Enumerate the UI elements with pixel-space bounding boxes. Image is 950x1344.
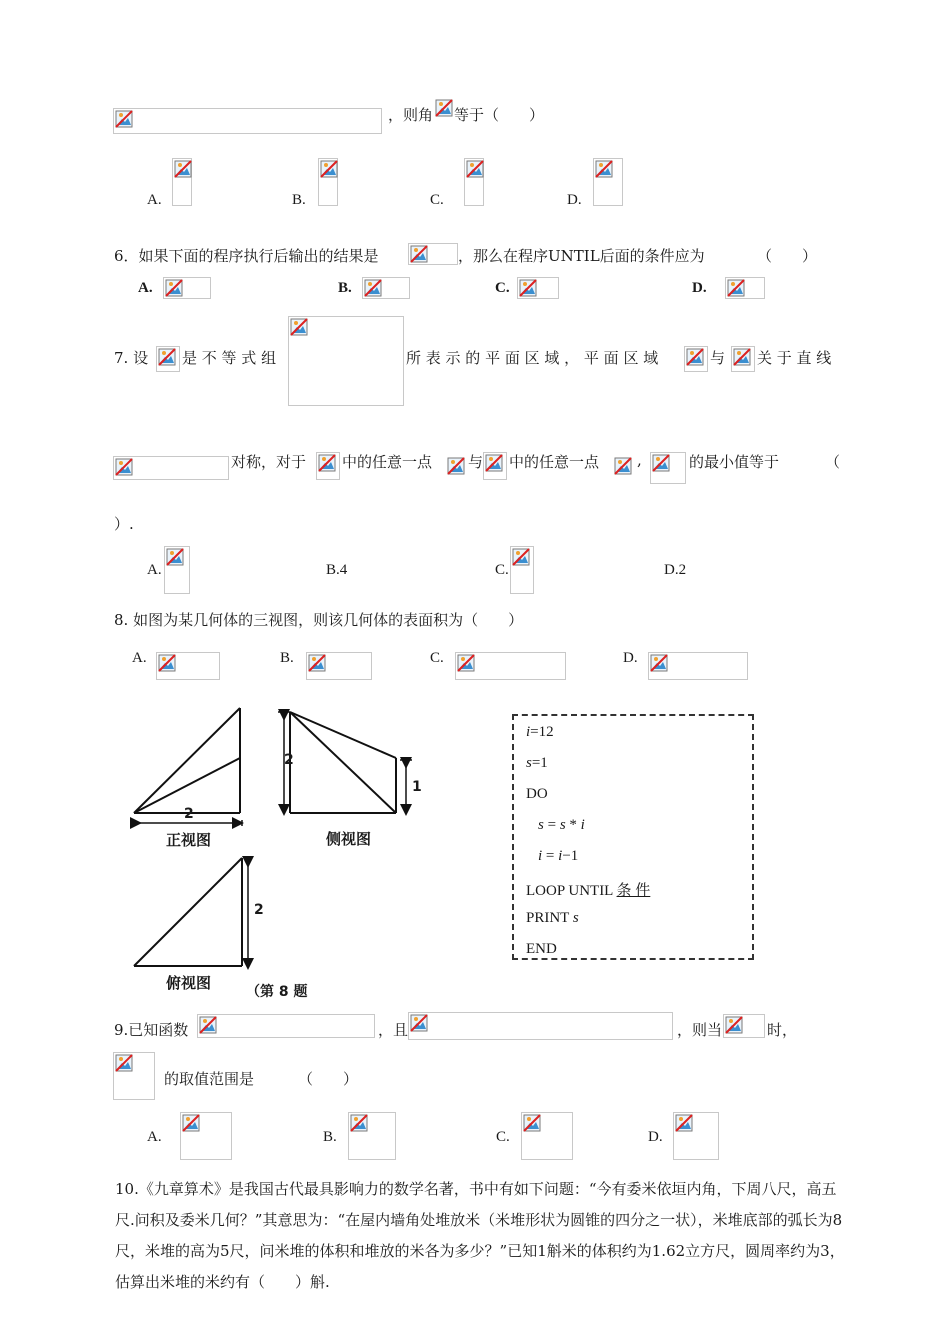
- formula-image-placeholder: [318, 158, 338, 206]
- code-text: =12: [530, 724, 554, 740]
- code-text: PRINT: [526, 910, 573, 926]
- broken-image-icon: [466, 160, 484, 178]
- top-view-label: 俯视图: [166, 974, 212, 992]
- q8-option-d-label: D.: [623, 650, 638, 666]
- q7-text-and-2: 与: [468, 453, 484, 471]
- q9-text-known-function: 9.已知函数: [114, 1021, 189, 1039]
- broken-image-icon: [733, 348, 751, 366]
- formula-image-placeholder: [156, 652, 220, 680]
- q6-option-b-label: B.: [338, 280, 352, 296]
- broken-image-icon: [350, 1114, 368, 1132]
- formula-image-placeholder: [650, 452, 686, 484]
- formula-image-placeholder: [464, 158, 484, 206]
- q7-text-inequality-system: 是 不 等 式 组: [182, 349, 277, 367]
- side-height-label: 2: [284, 752, 294, 768]
- broken-image-icon: [650, 654, 668, 672]
- q7-option-b: B.4: [326, 562, 348, 578]
- formula-image-placeholder: [731, 346, 755, 372]
- formula-image-placeholder: [510, 546, 534, 594]
- code-line-6: [526, 879, 650, 900]
- q7-option-a-label: A.: [147, 562, 162, 578]
- code-line-7: [526, 910, 579, 927]
- formula-image-placeholder: [483, 452, 507, 480]
- code-text: =: [542, 848, 559, 864]
- formula-image-placeholder: [156, 346, 180, 372]
- front-view-label: 正视图: [166, 831, 212, 849]
- broken-image-icon: [727, 279, 745, 297]
- code-var: i: [580, 817, 585, 833]
- formula-image-placeholder: [517, 277, 559, 299]
- broken-image-icon: [523, 1114, 541, 1132]
- code-var: s: [559, 817, 566, 833]
- formula-image-placeholder: [648, 652, 748, 680]
- q7-text-about-line: 关 于 直 线: [757, 349, 832, 367]
- q6-option-c-label: C.: [495, 280, 510, 296]
- q6-stem-part2: ，那么在程序UNTIL后面的条件应为: [458, 247, 705, 265]
- q9-option-b-label: B.: [323, 1129, 337, 1145]
- q7-text-region: 所 表 示 的 平 面 区 域 ， 平 面 区 域: [406, 349, 659, 367]
- q10-paragraph: 10.《九章算术》是我国古代最具影响力的数学名著，书中有如下问题：“今有委米依垣内角，下周八尺，高五尺.问积及委米几何？”其意思为：“在屋内墙角处堆放米（米堆形状为圆锥的四分之一状），米堆底部的弧长为8尺，米堆的高为5尺，问米堆的体积和堆放的米各为多少？”已知1斛米的体积约为1.62立方尺，圆周率约为3，估算出米堆的米约有（ ）斛.: [115, 1180, 845, 1291]
- q7-text-any-point-2: 中的任意一点: [509, 453, 600, 471]
- front-view-drawing: [134, 708, 240, 813]
- formula-image-placeholder: [164, 546, 190, 594]
- code-line-5: [538, 848, 578, 865]
- q9-text-and: ，且: [378, 1021, 409, 1039]
- formula-image-placeholder: [197, 1014, 375, 1038]
- formula-image-placeholder: [725, 277, 765, 299]
- broken-image-icon: [115, 1054, 133, 1072]
- q7-text-min-value: 的最小值等于: [689, 453, 780, 471]
- code-var: s: [572, 910, 579, 926]
- front-width-label: 2: [184, 806, 194, 822]
- broken-image-icon: [686, 348, 704, 366]
- formula-image-placeholder: [684, 346, 708, 372]
- broken-image-icon: [115, 458, 133, 476]
- broken-image-icon: [290, 318, 308, 336]
- broken-image-icon: [364, 279, 382, 297]
- code-text: =: [543, 817, 560, 833]
- broken-image-icon: [158, 654, 176, 672]
- q6-stem-part1: 6．如果下面的程序执行后输出的结果是: [114, 247, 379, 265]
- q7-option-c-label: C.: [495, 562, 509, 578]
- three-view-figure: [110, 700, 440, 1000]
- program-code-box: [512, 714, 754, 960]
- side-short-label: 1: [412, 779, 422, 795]
- formula-image-placeholder: [180, 1112, 232, 1160]
- q9-text-range: 的取值范围是: [164, 1070, 255, 1088]
- code-line-8: END: [526, 941, 557, 957]
- formula-image-placeholder: [613, 456, 635, 478]
- broken-image-icon: [174, 160, 192, 178]
- code-var: i: [526, 724, 531, 740]
- broken-image-icon: [652, 454, 670, 472]
- formula-image-placeholder: [455, 652, 566, 680]
- broken-image-icon: [318, 454, 336, 472]
- q5-text-then-angle: ，则角: [388, 106, 434, 124]
- q7-text-comma: ,: [637, 451, 642, 469]
- q5-option-c-label: C.: [430, 192, 444, 208]
- formula-image-placeholder: [446, 456, 468, 478]
- code-text: =1: [531, 755, 548, 771]
- q7-text-and: 与: [710, 349, 726, 367]
- formula-image-placeholder: [723, 1014, 765, 1038]
- top-height-label: 2: [254, 902, 264, 918]
- code-line-4: [538, 817, 585, 834]
- broken-image-icon: [519, 279, 537, 297]
- code-text: LOOP UNTIL: [526, 883, 617, 899]
- broken-image-icon: [485, 454, 503, 472]
- broken-image-icon: [182, 1114, 200, 1132]
- broken-image-icon: [166, 548, 184, 566]
- formula-image-placeholder: [348, 1112, 396, 1160]
- formula-image-placeholder: [113, 1052, 155, 1100]
- figure-caption: （第 8 题: [246, 984, 308, 1000]
- formula-image-placeholder: [316, 452, 340, 480]
- formula-image-placeholder: [113, 108, 382, 134]
- q5-option-d-label: D.: [567, 192, 582, 208]
- broken-image-icon: [447, 457, 465, 475]
- broken-image-icon: [614, 457, 632, 475]
- formula-image-placeholder: [408, 243, 458, 265]
- q7-option-d: D.2: [664, 562, 687, 578]
- code-var: i: [558, 848, 563, 864]
- q7-close-paren: ）.: [114, 515, 134, 533]
- code-line-2: [526, 755, 548, 772]
- code-var: s: [538, 817, 544, 833]
- q9-option-d-label: D.: [648, 1129, 663, 1145]
- q9-text-time: 时，: [767, 1021, 798, 1039]
- q6-option-d-label: D.: [692, 280, 707, 296]
- broken-image-icon: [320, 160, 338, 178]
- broken-image-icon: [457, 654, 475, 672]
- formula-image-placeholder: [673, 1112, 719, 1160]
- formula-image-placeholder: [288, 316, 404, 406]
- code-text: −1: [562, 848, 579, 864]
- formula-image-placeholder: [306, 652, 372, 680]
- side-view-label: 侧视图: [326, 830, 372, 848]
- q8-option-a-label: A.: [132, 650, 147, 666]
- top-view-drawing: [134, 858, 242, 966]
- q8-stem: 8. 如图为某几何体的三视图，则该几何体的表面积为（ ）: [114, 611, 524, 629]
- broken-image-icon: [410, 1014, 428, 1032]
- q6-option-a-label: A.: [138, 280, 153, 296]
- side-short-dimension: [400, 760, 412, 810]
- q5-text-equals: 等于（ ）: [454, 106, 545, 124]
- broken-image-icon: [199, 1016, 217, 1034]
- code-line-3: DO: [526, 786, 548, 802]
- broken-image-icon: [435, 99, 453, 117]
- formula-image-placeholder: [434, 98, 454, 118]
- formula-image-placeholder: [593, 158, 623, 206]
- broken-image-icon: [158, 348, 176, 366]
- q9-text-when: ，则当: [677, 1021, 723, 1039]
- code-condition-blank: 条 件: [616, 883, 651, 899]
- formula-image-placeholder: [408, 1012, 673, 1040]
- code-line-1: [526, 724, 554, 741]
- broken-image-icon: [675, 1114, 693, 1132]
- broken-image-icon: [165, 279, 183, 297]
- formula-image-placeholder: [113, 456, 229, 480]
- q7-text-symmetric: 对称，对于: [231, 453, 307, 471]
- q7-text-any-point-1: 中的任意一点: [342, 453, 433, 471]
- q8-option-b-label: B.: [280, 650, 294, 666]
- q7-open-paren: （: [825, 453, 841, 471]
- formula-image-placeholder: [521, 1112, 573, 1160]
- q5-option-b-label: B.: [292, 192, 306, 208]
- broken-image-icon: [115, 110, 133, 128]
- q9-answer-paren: （ ）: [298, 1070, 359, 1088]
- broken-image-icon: [410, 245, 428, 263]
- code-var: s: [526, 755, 532, 771]
- code-text: *: [565, 817, 581, 833]
- q9-option-a-label: A.: [147, 1129, 162, 1145]
- broken-image-icon: [725, 1016, 743, 1034]
- q8-option-c-label: C.: [430, 650, 444, 666]
- q7-text-set: 7. 设: [114, 349, 149, 367]
- q6-answer-paren: （ ）: [757, 247, 818, 265]
- q5-option-a-label: A.: [147, 192, 162, 208]
- code-var: i: [538, 848, 543, 864]
- q9-option-c-label: C.: [496, 1129, 510, 1145]
- side-view-drawing: [290, 712, 396, 813]
- broken-image-icon: [512, 548, 530, 566]
- formula-image-placeholder: [172, 158, 192, 206]
- broken-image-icon: [308, 654, 326, 672]
- formula-image-placeholder: [163, 277, 211, 299]
- formula-image-placeholder: [362, 277, 410, 299]
- broken-image-icon: [595, 160, 613, 178]
